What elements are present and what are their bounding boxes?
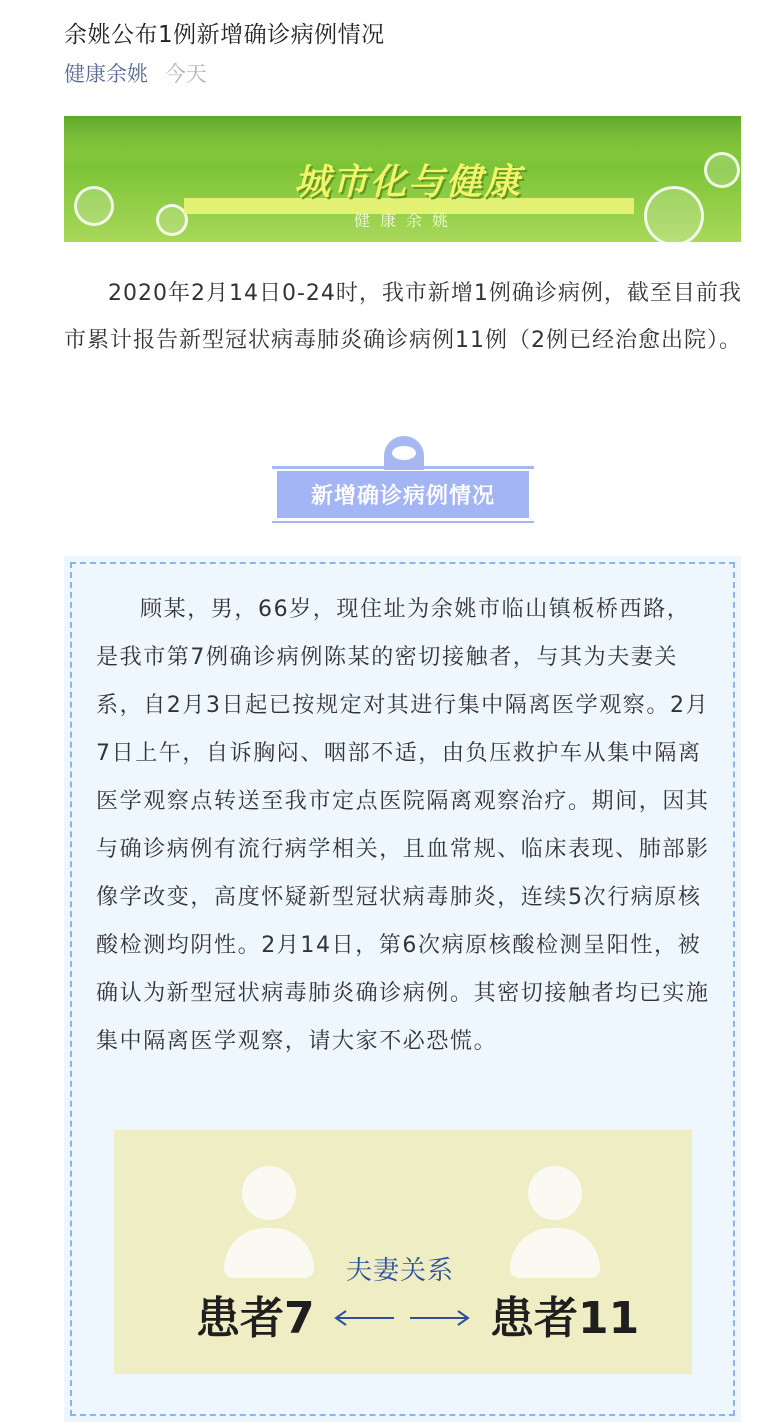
patient-avatar-icon: [224, 1166, 314, 1286]
patient-11-label: 患者11: [490, 1293, 640, 1344]
double-arrow-icon: [332, 1308, 472, 1328]
case-detail-text: 顾某，男，66岁，现住址为余姚市临山镇板桥西路，是我市第7例确诊病例陈某的密切接触者，与其为夫妻关系，自2月3日起已按规定对其进行集中隔离医学观察。2月7日上午，自诉胸闷、咽部不适，由负压救护车从集中隔离医学观察点转送至我市定点医院隔离观察治疗。期间，因其与确诊病例有流行病学相关，且血常规、临床表现、肺部影像学改变，高度怀疑新型冠状病毒肺炎，连续5次行病原核酸检测均阴性。2月14日，第6次病原核酸检测呈阳性，被确认为新型冠状病毒肺炎确诊病例。其密切接触者均已实施集中隔离医学观察，请大家不必恐慌。: [96, 597, 710, 1054]
divider: [272, 521, 534, 523]
article-title: 余姚公布1例新增确诊病例情况: [64, 22, 385, 48]
speech-bubble-icon-dot: [392, 446, 416, 460]
bubble-decoration: [644, 186, 704, 242]
banner-subtitle: 健康余姚: [354, 211, 459, 230]
patient-7-label: 患者7: [196, 1293, 315, 1344]
publish-date: 今天: [164, 62, 207, 86]
section-heading: 新增确诊病例情况: [277, 471, 529, 518]
account-name-link[interactable]: 健康余姚: [64, 62, 148, 86]
case-detail-panel: [64, 556, 741, 1422]
section-heading-badge: [272, 436, 534, 526]
leaves-decoration: [64, 116, 741, 154]
bubble-decoration: [74, 186, 114, 226]
divider: [272, 466, 534, 469]
relationship-diagram: [114, 1130, 692, 1374]
bubble-decoration: [704, 152, 740, 188]
banner-title: 城市化与健康: [294, 162, 523, 203]
header-banner: [64, 116, 741, 242]
article-meta: [64, 58, 207, 88]
patient-avatar-icon: [510, 1166, 600, 1286]
relationship-label: 夫妻关系: [346, 1256, 455, 1286]
intro-paragraph: 2020年2月14日0-24时，我市新增1例确诊病例，截至目前我市累计报告新型冠状病毒肺炎确诊病例11例（2例已经治愈出院）。: [64, 281, 742, 353]
